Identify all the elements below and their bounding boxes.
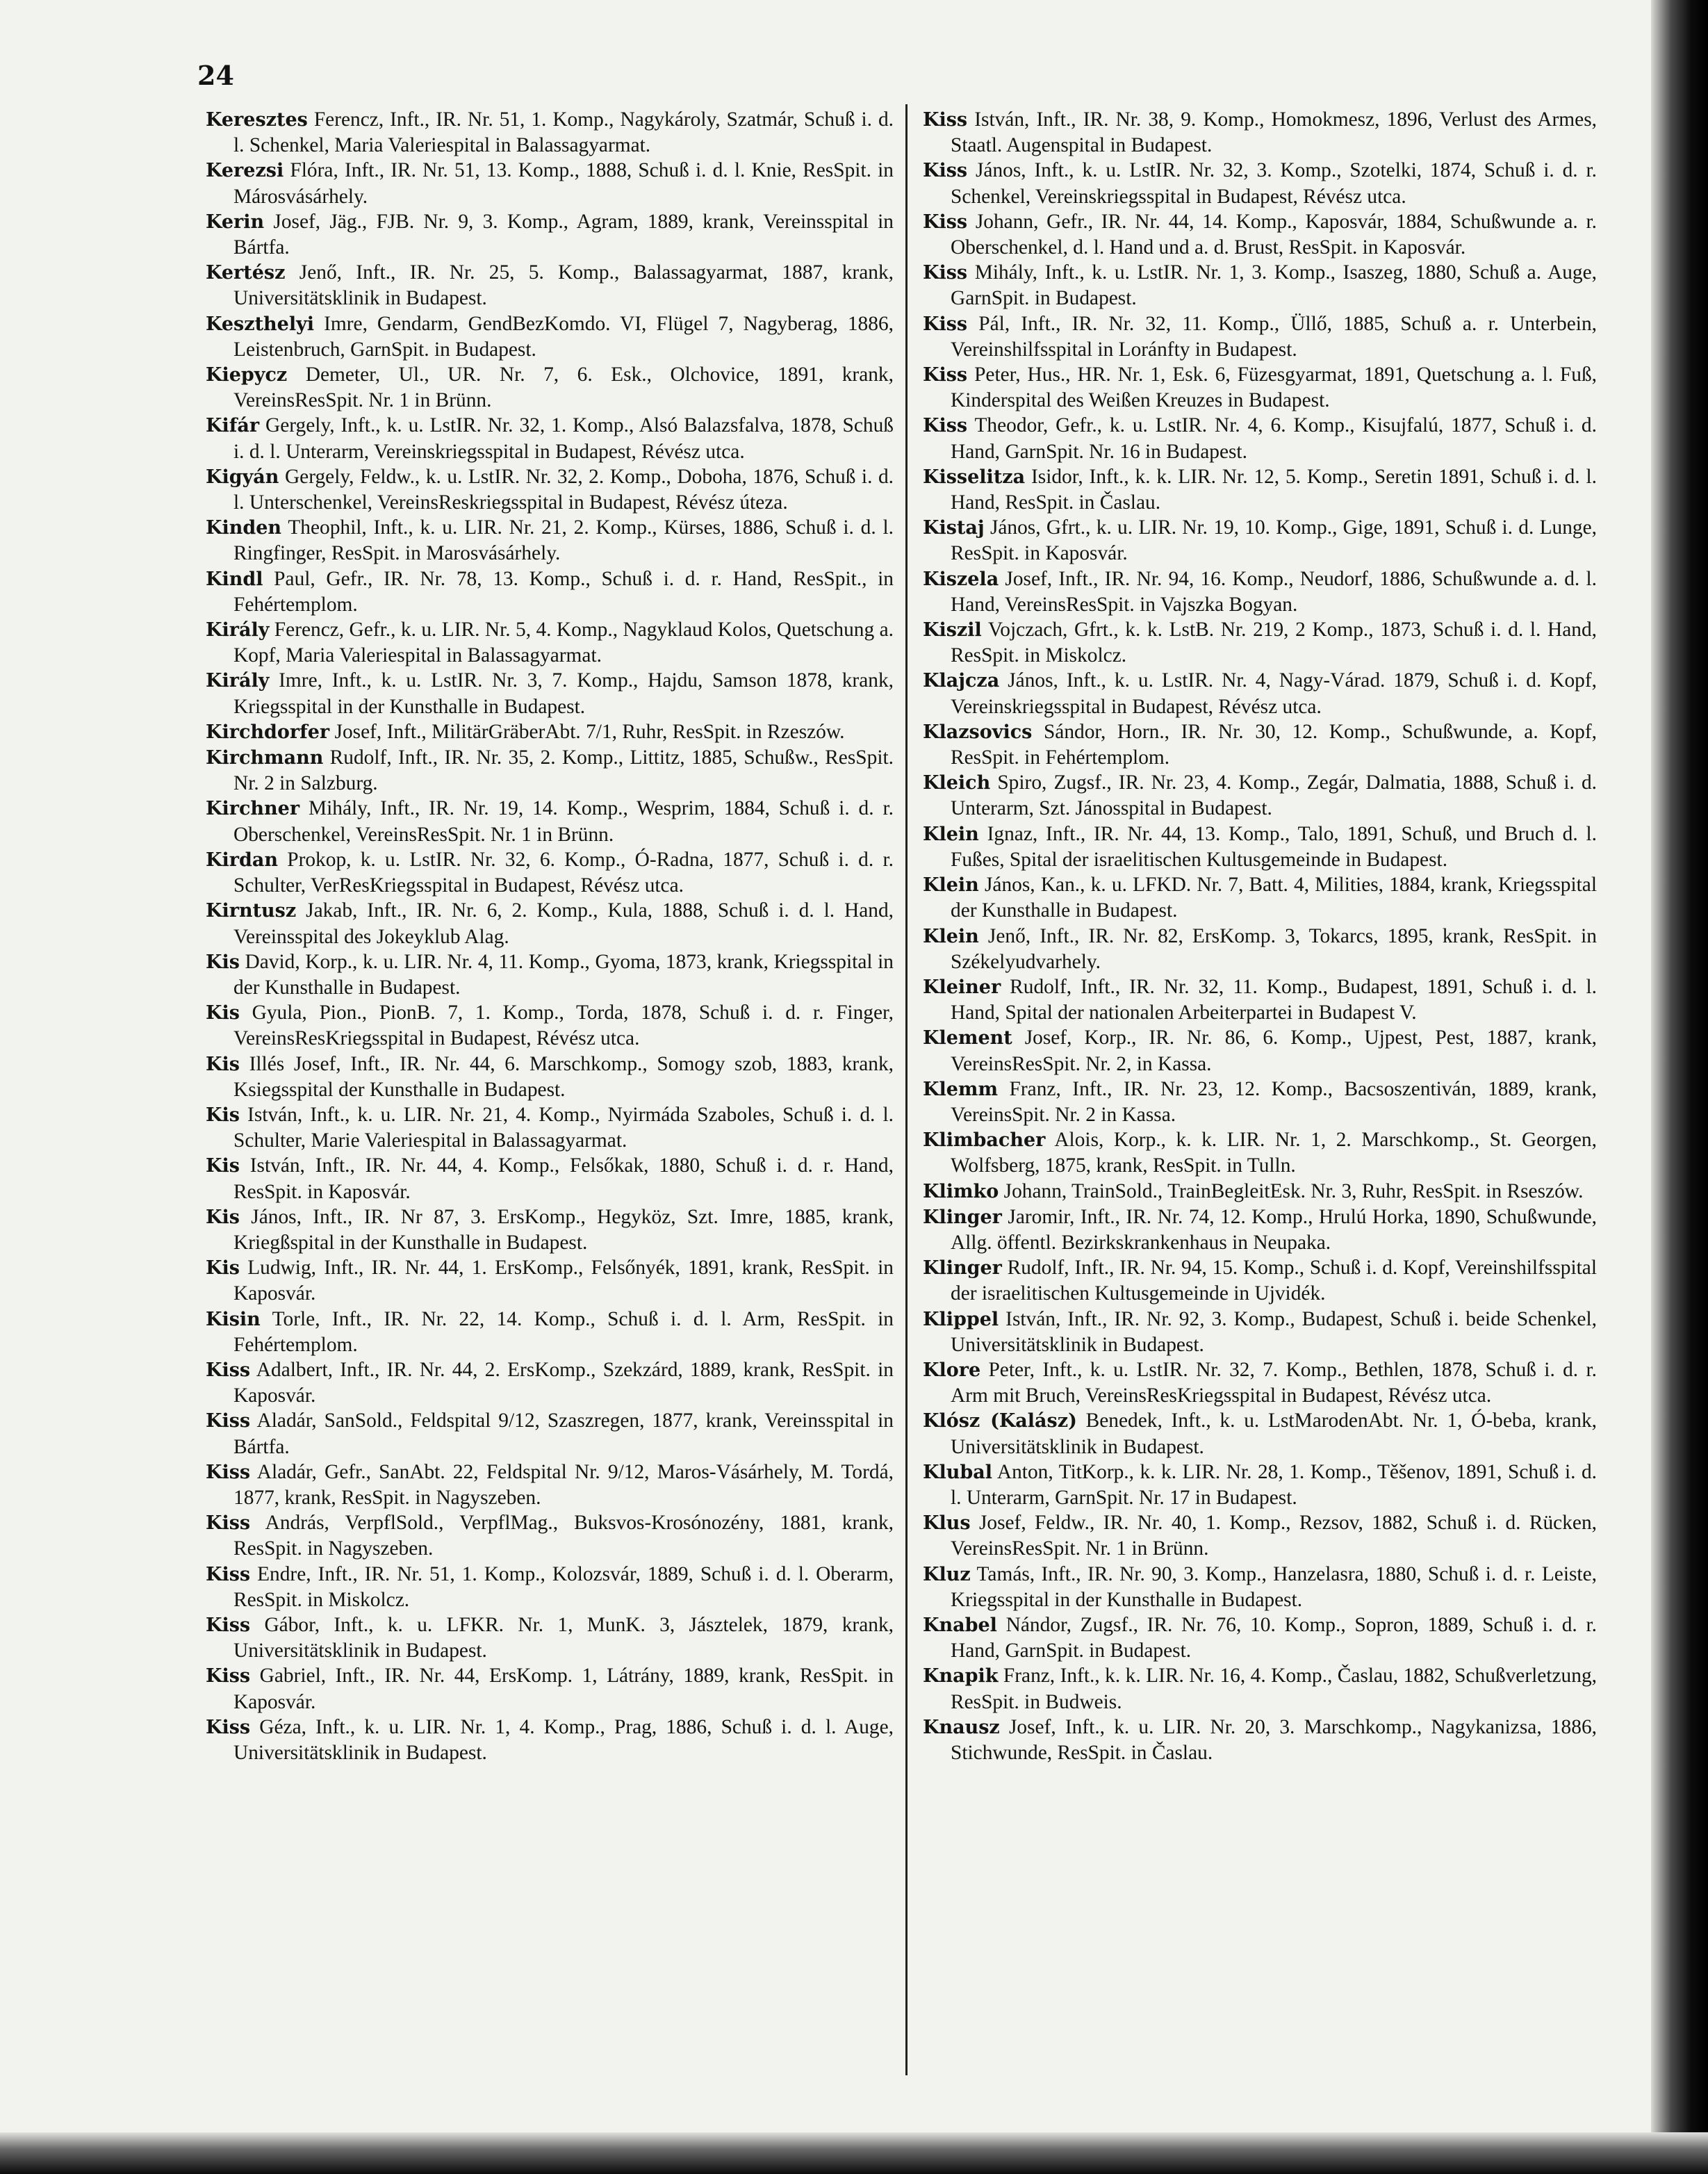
entry-surname: Kis [206, 1257, 240, 1280]
entry-details: Alois, Korp., k. k. LIR. Nr. 1, 2. Marschkomp., St. Georgen, Wolfsberg, 1875, krank, ResSpit. in Tulln. [951, 1129, 1597, 1177]
entry-surname: Kirdan [206, 849, 278, 871]
entry-surname: Kiss [206, 1614, 251, 1636]
entry-details: János, Kan., k. u. LFKD. Nr. 7, Batt. 4, Milities, 1884, krank, Kriegsspital der Kunsthalle in Budapest. [951, 874, 1597, 922]
list-item [923, 1025, 1597, 1076]
entry-details: Sándor, Horn., IR. Nr. 30, 12. Komp., Schußwunde, a. Kopf, ResSpit. in Fehértemplom. [951, 720, 1598, 769]
entry-surname: Kis [206, 1002, 240, 1024]
entry-surname: Kirchdorfer [206, 721, 330, 743]
entry-surname: Klippel [923, 1308, 999, 1330]
list-item [923, 311, 1597, 362]
entry-surname: Kiss [206, 1359, 251, 1381]
list-item [206, 1460, 894, 1510]
entry-surname: Kinden [206, 517, 282, 539]
list-item [923, 1715, 1597, 1765]
page-edge-shadow [1651, 0, 1708, 2174]
entry-surname: Kiepycz [206, 364, 288, 386]
entry-surname: Knabel [923, 1614, 997, 1636]
entry-details: Franz, Inft., IR. Nr. 23, 12. Komp., Bacsoszentiván, 1889, krank, VereinsSpit. Nr. 2 in Kassa. [951, 1077, 1597, 1126]
entry-surname: Keszthelyi [206, 313, 315, 335]
entry-details: János, Inft., k. u. LstIR. Nr. 32, 3. Komp., Szotelki, 1874, Schuß i. d. r. Schenkel, Vereinskriegsspital in Budapest, Révész utca. [951, 159, 1597, 208]
entry-details: Jakab, Inft., IR. Nr. 6, 2. Komp., Kula, 1888, Schuß i. d. l. Hand, Vereinsspital des Jokeyklub Alag. [233, 899, 894, 948]
entry-details: Aladár, Gefr., SanAbt. 22, Feldspital Nr. 9/12, Maros-Vásárhely, M. Tordá, 1877, krank, ResSpit. in Nagyszeben. [233, 1460, 894, 1509]
entry-surname: Kiss [923, 160, 968, 182]
entry-details: Mihály, Inft., k. u. LstIR. Nr. 1, 3. Komp., Isaszeg, 1880, Schuß a. Auge, GarnSpit. in Budapest. [951, 261, 1597, 310]
list-item [206, 1663, 894, 1714]
entry-details: Tamás, Inft., IR. Nr. 90, 3. Komp., Hanzelasra, 1880, Schuß i. d. r. Leiste, Kriegsspital in der Kunsthalle in Budapest. [951, 1562, 1597, 1611]
entry-surname: Klement [923, 1027, 1012, 1049]
entry-details: Demeter, Ul., UR. Nr. 7, 6. Esk., Olchovice, 1891, krank, VereinsResSpit. Nr. 1 in Brünn. [233, 363, 894, 412]
list-item [206, 1562, 894, 1612]
entry-details: Vojczach, Gfrt., k. k. LstB. Nr. 219, 2 Komp., 1873, Schuß i. d. l. Hand, ResSpit. in Miskolcz. [951, 619, 1597, 667]
list-item [206, 1307, 894, 1357]
entry-surname: Kerin [206, 211, 265, 233]
entry-surname: Kiss [923, 262, 968, 284]
entry-details: Ignaz, Inft., IR. Nr. 44, 13. Komp., Talo, 1891, Schuß, und Bruch d. l. Fußes, Spital der israelitischen Kultusgemeinde in Budapest. [951, 822, 1597, 871]
entry-details: Gyula, Pion., PionB. 7, 1. Komp., Torda, 1878, Schuß i. d. r. Finger, VereinsResKriegsspital in Budapest, Révész utca. [233, 1002, 894, 1050]
list-item [206, 1153, 894, 1204]
list-item [206, 668, 894, 719]
list-item [923, 362, 1597, 413]
entry-details: Endre, Inft., IR. Nr. 51, 1. Komp., Kolozsvár, 1889, Schuß i. d. l. Oberarm, ResSpit. in Miskolcz. [233, 1562, 894, 1611]
list-item [206, 847, 894, 898]
entry-surname: Kigyán [206, 466, 279, 488]
entry-details: Johann, TrainSold., TrainBegleitEsk. Nr. 3, Ruhr, ResSpit. in Rseszów. [1003, 1179, 1584, 1202]
entry-surname: Kiss [923, 415, 968, 437]
list-item [923, 822, 1597, 872]
entry-details: Gergely, Inft., k. u. LstIR. Nr. 32, 1. Komp., Alsó Balazsfalva, 1878, Schuß i. d. l. Unterarm, Vereinskriegsspital in Budapest, Révész utca. [233, 414, 894, 463]
entries-column-left [206, 107, 894, 1765]
entry-surname: Kis [206, 1104, 240, 1126]
list-item [923, 1460, 1597, 1510]
list-item [923, 974, 1597, 1025]
entry-details: Illés Josef, Inft., IR. Nr. 44, 6. Marschkomp., Somogy szob, 1883, krank, Ksiegsspital der Kunsthalle in Budapest. [233, 1052, 894, 1101]
entry-surname: Klemm [923, 1078, 999, 1100]
list-item [923, 1179, 1597, 1204]
entry-surname: Klore [923, 1359, 981, 1381]
entry-surname: Kerezsi [206, 160, 284, 182]
entry-surname: Klein [923, 874, 979, 897]
entry-details: Nándor, Zugsf., IR. Nr. 76, 10. Komp., Sopron, 1889, Schuß i. d. r. Hand, GarnSpit. in Budapest. [951, 1613, 1597, 1662]
list-item [923, 260, 1597, 311]
entry-details: János, Gfrt., k. u. LIR. Nr. 19, 10. Komp., Gige, 1891, Schuß i. d. Lunge, ResSpit. in Kaposvár. [951, 516, 1598, 565]
entry-surname: Kis [206, 1053, 240, 1075]
list-item [923, 209, 1597, 260]
entry-surname: Kisselitza [923, 466, 1026, 488]
entry-details: Benedek, Inft., k. u. LstMarodenAbt. Nr. 1, Ó-beba, krank, Universitätsklinik in Budapest. [951, 1409, 1597, 1458]
entry-surname: Kiss [206, 1716, 251, 1738]
entry-details: Josef, Jäg., FJB. Nr. 9, 3. Komp., Agram, 1889, krank, Vereinsspital in Bártfa. [233, 210, 894, 259]
entry-details: Gabriel, Inft., IR. Nr. 44, ErsKomp. 1, Látrány, 1889, krank, ResSpit. in Kaposvár. [233, 1665, 894, 1713]
list-item [923, 1357, 1597, 1408]
entry-details: Flóra, Inft., IR. Nr. 51, 13. Komp., 1888, Schuß i. d. l. Knie, ResSpit. in Márosvásárhely. [233, 159, 894, 208]
entry-details: Jaromir, Inft., IR. Nr. 74, 12. Komp., Hrulú Horka, 1890, Schußwunde, Allg. öffentl. Bezirkskrankenhaus in Neupaka. [951, 1205, 1597, 1254]
entry-details: Theophil, Inft., k. u. LIR. Nr. 21, 2. Komp., Kürses, 1886, Schuß i. d. l. Ringfinger, ResSpit. in Marosvásárhely. [233, 516, 894, 565]
entry-details: Imre, Gendarm, GendBezKomdo. VI, Flügel 7, Nagyberag, 1886, Leistenbruch, GarnSpit. in Budapest. [233, 312, 894, 361]
list-item [923, 566, 1597, 617]
entry-surname: Kirntusz [206, 900, 297, 922]
list-item [923, 158, 1597, 209]
entry-details: Géza, Inft., k. u. LIR. Nr. 1, 4. Komp., Prag, 1886, Schuß i. d. l. Auge, Universitätsklinik in Budapest. [233, 1715, 894, 1764]
entry-surname: Kis [206, 1155, 240, 1177]
entry-details: Jenő, Inft., IR. Nr. 25, 5. Komp., Balassagyarmat, 1887, krank, Universitätsklinik in Budapest. [233, 261, 894, 310]
entry-details: Isidor, Inft., k. k. LIR. Nr. 12, 5. Komp., Seretin 1891, Schuß i. d. l. Hand, ResSpit. in Časlau. [951, 465, 1597, 514]
list-item [923, 107, 1597, 158]
list-item [923, 1307, 1597, 1357]
list-item [206, 209, 894, 260]
entry-details: Prokop, k. u. LstIR. Nr. 32, 6. Komp., Ó-Radna, 1877, Schuß i. d. r. Schulter, VerResKriegsspital in Budapest, Révész utca. [233, 848, 894, 897]
list-item [923, 617, 1597, 668]
list-item [923, 413, 1597, 464]
entry-surname: Klinger [923, 1257, 1002, 1280]
entry-details: Torle, Inft., IR. Nr. 22, 14. Komp., Schuß i. d. l. Arm, ResSpit. in Fehértemplom. [233, 1307, 894, 1356]
entry-surname: Kis [206, 951, 240, 973]
entry-surname: Klazsovics [923, 721, 1033, 743]
entry-surname: Kirchmann [206, 747, 324, 769]
entry-details: István, Inft., IR. Nr. 44, 4. Komp., Felsőkak, 1880, Schuß i. d. r. Hand, ResSpit. in Kaposvár. [233, 1154, 894, 1203]
entry-surname: Klimbacher [923, 1129, 1046, 1152]
list-item [923, 1204, 1597, 1255]
list-item [206, 617, 894, 668]
entry-surname: Klimko [923, 1180, 999, 1202]
list-item [206, 745, 894, 796]
entry-surname: Kis [206, 1206, 240, 1228]
entry-surname: Klinger [923, 1206, 1002, 1228]
list-item [206, 1357, 894, 1408]
entry-details: Ludwig, Inft., IR. Nr. 44, 1. ErsKomp., Felsőnyék, 1891, krank, ResSpit. in Kaposvár. [233, 1257, 894, 1305]
page-bottom-shadow [0, 2132, 1708, 2174]
list-item [206, 949, 894, 1000]
list-item [923, 872, 1597, 923]
entry-details: Ferencz, Gefr., k. u. LIR. Nr. 5, 4. Komp., Nagyklaud Kolos, Quetschung a. Kopf, Maria Valeriespital in Balassagyarmat. [233, 619, 894, 667]
entry-surname: Kiss [923, 313, 968, 335]
entry-surname: Kiss [206, 1410, 251, 1432]
entry-surname: Kisin [206, 1308, 261, 1330]
entry-details: Aladár, SanSold., Feldspital 9/12, Szaszregen, 1877, krank, Vereinsspital in Bártfa. [233, 1409, 894, 1458]
list-item [923, 668, 1597, 719]
list-item [206, 413, 894, 464]
list-item [206, 1510, 894, 1561]
entry-surname: Kiss [923, 109, 968, 131]
entry-surname: Klein [923, 823, 979, 845]
entry-surname: Király [206, 619, 270, 641]
list-item [206, 107, 894, 158]
list-item [206, 566, 894, 617]
entry-details: Rudolf, Inft., IR. Nr. 35, 2. Komp., Littitz, 1885, Schußw., ResSpit. Nr. 2 in Salzburg. [233, 746, 894, 795]
entry-surname: Kiszela [923, 568, 999, 590]
entry-surname: Kleich [923, 772, 991, 794]
entry-details: Gergely, Feldw., k. u. LstIR. Nr. 32, 2. Komp., Doboha, 1876, Schuß i. d. l. Unterschenkel, VereinsReskriegsspital in Budapest, Révész úteza. [233, 465, 894, 514]
entry-details: Anton, TitKorp., k. k. LIR. Nr. 28, 1. Komp., Těšenov, 1891, Schuß i. d. l. Unterarm, GarnSpit. Nr. 17 in Budapest. [951, 1460, 1597, 1509]
list-item [923, 464, 1597, 515]
list-item [923, 1663, 1597, 1714]
list-item [923, 515, 1597, 566]
entry-details: Spiro, Zugsf., IR. Nr. 23, 4. Komp., Zegár, Dalmatia, 1888, Schuß i. d. Unterarm, Szt. Jánosspital in Budapest. [951, 771, 1597, 820]
list-item [923, 1408, 1597, 1459]
entry-details: Peter, Hus., HR. Nr. 1, Esk. 6, Füzesgyarmat, 1891, Quetschung a. l. Fuß, Kinderspital des Weißen Kreuzes in Budapest. [951, 363, 1597, 412]
list-item [206, 362, 894, 413]
entry-details: Josef, Inft., MilitärGräberAbt. 7/1, Ruhr, ResSpit. in Rzeszów. [334, 720, 845, 743]
entry-surname: Klus [923, 1512, 971, 1535]
entry-details: Josef, Inft., IR. Nr. 94, 16. Komp., Neudorf, 1886, Schußwunde a. d. l. Hand, VereinsResSpit. in Vajszka Bogyan. [951, 567, 1597, 616]
entry-surname: Kiss [923, 364, 968, 386]
entry-details: Josef, Korp., IR. Nr. 86, 6. Komp., Ujpest, Pest, 1887, krank, VereinsResSpit. Nr. 2, in Kassa. [951, 1027, 1597, 1075]
entry-details: Franz, Inft., k. k. LIR. Nr. 16, 4. Komp., Časlau, 1882, Schußverletzung, ResSpit. in Budweis. [951, 1665, 1597, 1713]
entry-details: András, VerpflSold., VerpflMag., Buksvos-Krosónozény, 1881, krank, ResSpit. in Nagyszeben. [233, 1512, 894, 1560]
list-item [206, 719, 894, 745]
entry-details: Pál, Inft., IR. Nr. 32, 11. Komp., Üllő, 1885, Schuß a. r. Unterbein, Vereinshilfsspital in Loránfty in Budapest. [951, 312, 1597, 361]
list-item [923, 770, 1597, 821]
list-item [206, 464, 894, 515]
list-item [923, 924, 1597, 974]
entry-surname: Keresztes [206, 109, 308, 131]
list-item [206, 515, 894, 566]
entry-surname: Kindl [206, 568, 263, 590]
entry-details: Mihály, Inft., IR. Nr. 19, 14. Komp., Wesprim, 1884, Schuß i. d. r. Oberschenkel, VereinsResSpit. Nr. 1 in Brünn. [233, 797, 894, 846]
list-item [923, 1612, 1597, 1663]
entry-surname: Kiss [206, 1563, 251, 1585]
entry-surname: Kiszil [923, 619, 982, 641]
entry-surname: Kifár [206, 415, 260, 437]
entry-surname: Knausz [923, 1716, 1000, 1738]
list-item [206, 898, 894, 949]
entry-details: Adalbert, Inft., IR. Nr. 44, 2. ErsKomp., Szekzárd, 1889, krank, ResSpit. in Kaposvár. [233, 1358, 894, 1407]
entry-details: István, Inft., k. u. LIR. Nr. 21, 4. Komp., Nyirmáda Szaboles, Schuß i. d. l. Schulter, Marie Valeriespital in Balassagyarmat. [233, 1103, 894, 1152]
entry-details: Peter, Inft., k. u. LstIR. Nr. 32, 7. Komp., Bethlen, 1878, Schuß i. d. r. Arm mit Bruch, VereinsResKriegsspital in Budapest, Révész utca. [951, 1358, 1597, 1407]
entry-details: János, Inft., IR. Nr 87, 3. ErsKomp., Hegyköz, Szt. Imre, 1885, krank, Kriegßspital in der Kunsthalle in Budapest. [233, 1205, 894, 1254]
entry-surname: Kiss [206, 1512, 251, 1535]
entry-surname: Király [206, 670, 270, 692]
list-item [206, 1000, 894, 1051]
entry-surname: Klubal [923, 1461, 992, 1483]
list-item [206, 1255, 894, 1306]
entry-surname: Knapik [923, 1665, 999, 1687]
entry-details: Johann, Gefr., IR. Nr. 44, 14. Komp., Kaposvár, 1884, Schußwunde a. r. Oberschenkel, d. l. Hand und a. d. Brust, ResSpit. in Kaposvár. [951, 210, 1597, 259]
list-item [206, 311, 894, 362]
list-item [923, 1510, 1597, 1561]
list-item [206, 1715, 894, 1765]
list-item [206, 1052, 894, 1102]
list-item [206, 1408, 894, 1459]
page-number: 24 [197, 60, 234, 91]
entry-surname: Klósz (Kalász) [923, 1410, 1077, 1432]
entry-surname: Kirchner [206, 798, 300, 820]
entry-details: Ferencz, Inft., IR. Nr. 51, 1. Komp., Nagykároly, Szatmár, Schuß i. d. l. Schenkel, Maria Valeriespital in Balassagyarmat. [233, 108, 894, 157]
list-item [923, 719, 1597, 770]
list-item [206, 1204, 894, 1255]
list-item [923, 1127, 1597, 1178]
list-item [923, 1562, 1597, 1612]
list-item [923, 1255, 1597, 1306]
entry-surname: Klajcza [923, 670, 1000, 692]
entry-surname: Kistaj [923, 517, 985, 539]
entry-surname: Kiss [923, 211, 968, 233]
entry-details: Josef, Feldw., IR. Nr. 40, 1. Komp., Rezsov, 1882, Schuß i. d. Rücken, VereinsResSpit. Nr. 1 in Brünn. [951, 1512, 1597, 1560]
entry-details: Theodor, Gefr., k. u. LstIR. Nr. 4, 6. Komp., Kisujfalú, 1877, Schuß i. d. Hand, GarnSpit. Nr. 16 in Budapest. [951, 414, 1597, 463]
entry-details: István, Inft., IR. Nr. 92, 3. Komp., Budapest, Schuß i. beide Schenkel, Universitätsklinik in Budapest. [951, 1307, 1597, 1356]
entry-details: Rudolf, Inft., IR. Nr. 94, 15. Komp., Schuß i. d. Kopf, Vereinshilfsspital der israelitischen Kultusgemeinde in Ujvidék. [951, 1257, 1597, 1305]
entry-details: Gábor, Inft., k. u. LFKR. Nr. 1, MunK. 3, Jásztelek, 1879, krank, Universitätsklinik in Budapest. [233, 1613, 894, 1662]
entry-details: Josef, Inft., k. u. LIR. Nr. 20, 3. Marschkomp., Nagykanizsa, 1886, Stichwunde, ResSpit. in Časlau. [951, 1715, 1597, 1764]
list-item [206, 158, 894, 209]
entry-surname: Kiss [206, 1665, 251, 1687]
entry-details: Paul, Gefr., IR. Nr. 78, 13. Komp., Schuß i. d. r. Hand, ResSpit., in Fehértemplom. [233, 567, 894, 616]
entry-surname: Klein [923, 925, 979, 947]
entry-details: Jenő, Inft., IR. Nr. 82, ErsKomp. 3, Tokarcs, 1895, krank, ResSpit. in Székelyudvarhely. [951, 924, 1597, 973]
list-item [923, 1077, 1597, 1127]
entry-details: Imre, Inft., k. u. LstIR. Nr. 3, 7. Komp., Hajdu, Samson 1878, krank, Kriegsspital in der Kunsthalle in Budapest. [233, 669, 894, 718]
column-divider [905, 104, 908, 2075]
entry-details: János, Inft., k. u. LstIR. Nr. 4, Nagy-Várad. 1879, Schuß i. d. Kopf, Vereinskriegsspital in Budapest, Révész utca. [951, 669, 1597, 718]
list-item [206, 260, 894, 311]
entry-surname: Kiss [206, 1461, 251, 1483]
entry-details: István, Inft., IR. Nr. 38, 9. Komp., Homokmesz, 1896, Verlust des Armes, Staatl. Augenspital in Budapest. [951, 108, 1597, 157]
entry-surname: Kleiner [923, 976, 1001, 998]
list-item [206, 796, 894, 847]
entry-surname: Kertész [206, 262, 286, 284]
list-item [206, 1102, 894, 1153]
entry-details: David, Korp., k. u. LIR. Nr. 4, 11. Komp., Gyoma, 1873, krank, Kriegsspital in der Kunsthalle in Budapest. [233, 950, 894, 999]
list-item [206, 1612, 894, 1663]
entry-details: Rudolf, Inft., IR. Nr. 32, 11. Komp., Budapest, 1891, Schuß i. d. l. Hand, Spital der nationalen Arbeiterpartei in Budapest V. [951, 975, 1597, 1024]
entry-surname: Kluz [923, 1563, 971, 1585]
entries-column-right [923, 107, 1597, 1765]
